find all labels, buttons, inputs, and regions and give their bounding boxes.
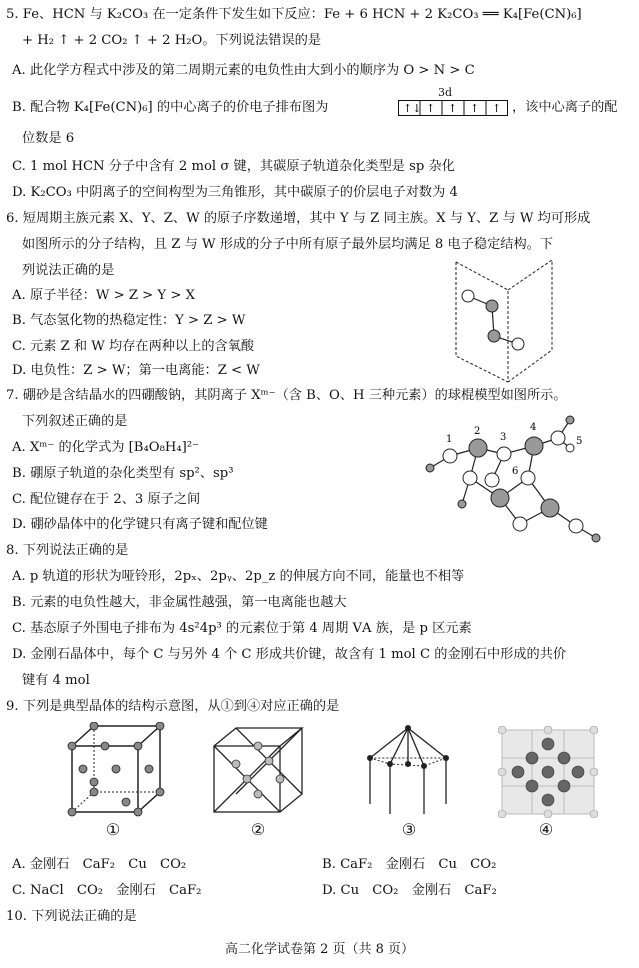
atom-label-3: 3 (500, 432, 507, 443)
atom-label-6: 6 (512, 466, 519, 477)
q5-option-a: A. 此化学方程式中涉及的第二周期元素的电负性由大到小的顺序为 O > N > C (12, 63, 475, 78)
q10-stem: 10. 下列说法正确的是 (6, 909, 137, 924)
atom-label-2: 2 (474, 426, 481, 437)
q7-option-d: D. 硼砂晶体中的化学键只有离子键和配位键 (12, 517, 268, 532)
q5-stem-line2: + H₂ ↑ + 2 CO₂ ↑ + 2 H₂O。下列说法错误的是 (22, 33, 322, 48)
q8-option-c: C. 基态原子外围电子排布为 4s²4p³ 的元素位于第 4 周期 ⅤA 族，是 p 区元素 (12, 621, 472, 636)
svg-text:↑: ↑ (470, 102, 480, 115)
q5-option-c: C. 1 mol HCN 分子中含有 2 mol σ 键，其碳原子轨道杂化类型是 sp 杂化 (12, 159, 455, 174)
q6-option-a: A. 原子半径：W > Z > Y > X (12, 288, 195, 303)
q9-stem: 9. 下列是典型晶体的结构示意图，从①到④对应正确的是 (6, 699, 340, 714)
orbital-diagram (398, 86, 508, 120)
q7-ball-stick-figure (420, 408, 620, 558)
caption-4: ④ (538, 820, 554, 839)
q8-option-a: A. p 轨道的形状为哑铃形，2pₓ、2pᵧ、2p_z 的伸展方向不同，能量也不相等 (12, 569, 465, 584)
q7-option-b: B. 硼原子轨道的杂化类型有 sp²、sp³ (12, 466, 234, 481)
q8-stem: 8. 下列说法正确的是 (6, 543, 129, 558)
q6-option-b: B. 气态氢化物的热稳定性：Y > Z > W (12, 313, 246, 328)
q5-option-d: D. K₂CO₃ 中阴离子的空间构型为三角锥形，其中碳原子的价层电子对数为 4 (12, 185, 458, 200)
crystal-structure-2 (208, 724, 308, 820)
caption-1: ① (105, 820, 121, 839)
q6-stem-line3: 列说法正确的是 (22, 263, 115, 278)
q8-option-b: B. 元素的电负性越大，非金属性越强，第一电离能也越大 (12, 595, 347, 610)
svg-text:↑: ↑ (426, 102, 436, 115)
q6-stem-line1: 6. 短周期主族元素 X、Y、Z、W 的原子序数递增，其中 Y 与 Z 同主族。X 与 Y、Z 与 W 均可形成 (6, 211, 591, 226)
atom-label-5: 5 (576, 436, 583, 447)
atom-label-1: 1 (446, 434, 453, 445)
q7-stem-line2: 下列叙述正确的是 (22, 414, 128, 429)
crystal-structure-4 (498, 726, 598, 818)
q9-option-d: D. Cu CO₂ 金刚石 CaF₂ (322, 883, 497, 898)
caption-3: ③ (401, 820, 417, 839)
q8-option-d: D. 金刚石晶体中，每个 C 与另外 4 个 C 形成共价键，故含有 1 mol C 的金刚石中形成的共价 (12, 647, 567, 662)
q9-option-b: B. CaF₂ 金刚石 Cu CO₂ (322, 857, 497, 872)
q7-stem-line1: 7. 硼砂是含结晶水的四硼酸钠，其阴离子 Xᵐ⁻（含 B、O、H 三种元素）的球棍模型如图所示。 (6, 388, 567, 403)
caption-2: ② (250, 820, 266, 839)
svg-text:↑↓: ↑↓ (403, 102, 422, 115)
atom-label-4: 4 (530, 422, 537, 433)
orbital-label: 3d (438, 86, 453, 99)
q6-option-d: D. 电负性：Z > W；第一电离能：Z < W (12, 363, 260, 378)
svg-text:↑: ↑ (448, 102, 458, 115)
crystal-structure-1 (66, 722, 166, 822)
q6-stem-line2: 如图所示的分子结构，且 Z 与 W 形成的分子中所有原子最外层均满足 8 电子稳定结构。下 (22, 237, 554, 252)
q9-option-a: A. 金刚石 CaF₂ Cu CO₂ (12, 857, 187, 872)
q5-option-b-line2: 位数是 6 (22, 131, 75, 146)
svg-text:↑: ↑ (492, 102, 502, 115)
q5-option-b: B. 配合物 K₄[Fe(CN)₆] 的中心离子的价电子排布图为 (12, 100, 329, 115)
q9-option-c: C. NaCl CO₂ 金刚石 CaF₂ (12, 883, 202, 898)
q6-molecule-figure (448, 256, 558, 386)
crystal-structure-3 (360, 724, 456, 820)
page-footer: 高二化学试卷第 2 页（共 8 页） (224, 942, 415, 957)
q5-stem-line1: 5. Fe、HCN 与 K₂CO₃ 在一定条件下发生如下反应：Fe + 6 HCN + 2 K₂CO₃ ══ K₄[Fe(CN)₆] (6, 7, 582, 22)
q5-option-b-cont: ，该中心离子的配 (512, 100, 618, 115)
q7-option-a: A. Xᵐ⁻ 的化学式为 [B₄O₈H₄]²⁻ (12, 440, 200, 455)
q8-option-d-line2: 键有 4 mol (22, 673, 90, 688)
q6-option-c: C. 元素 Z 和 W 均存在两种以上的含氧酸 (12, 339, 255, 354)
q7-option-c: C. 配位键存在于 2、3 原子之间 (12, 492, 201, 507)
